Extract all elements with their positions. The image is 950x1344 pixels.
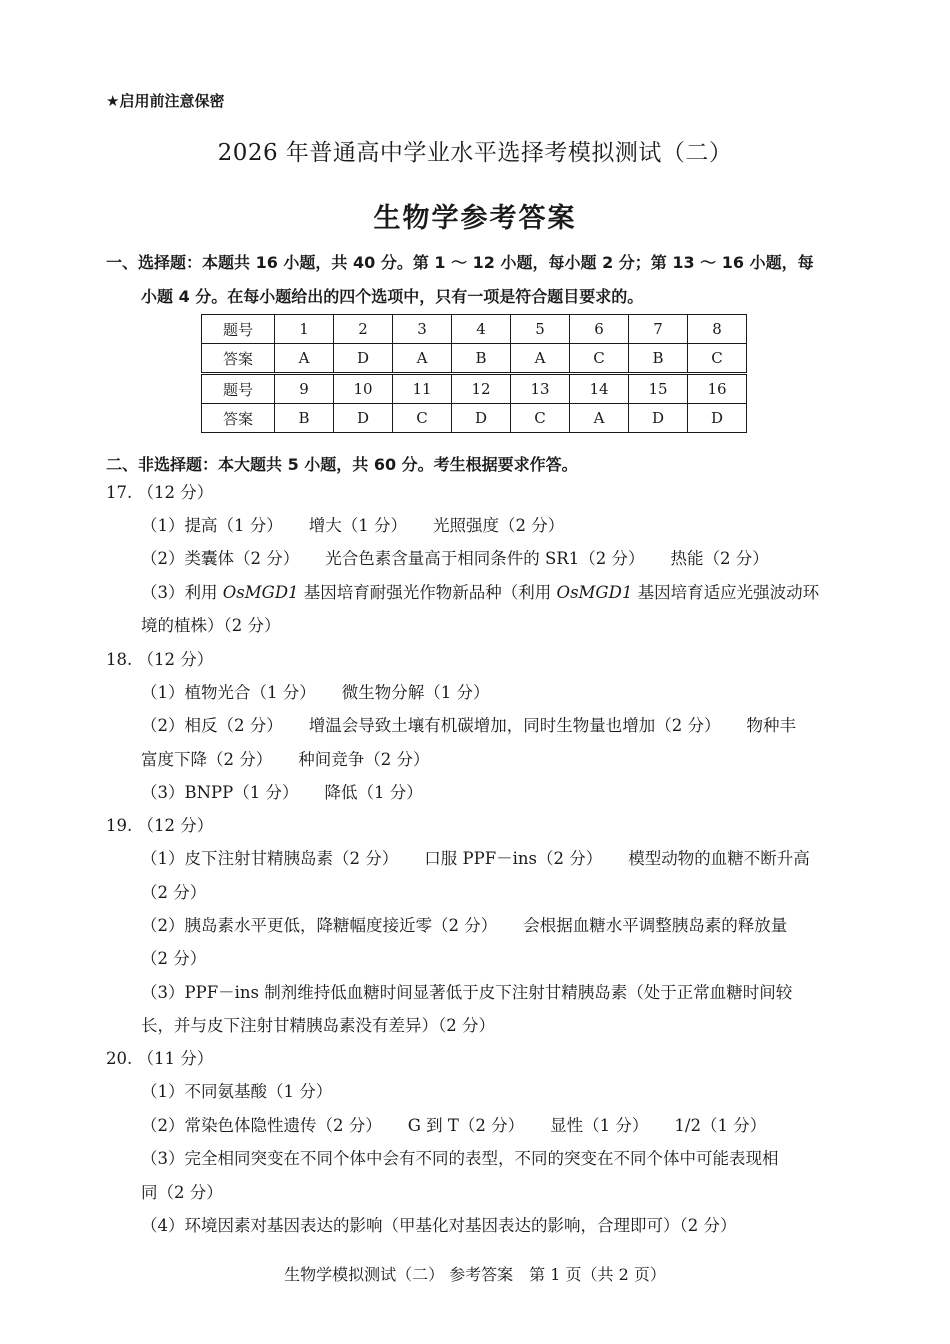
answer-item: 增大（1 分）: [308, 516, 407, 535]
answer-cell: A: [570, 404, 629, 433]
answer-item: 物种丰: [746, 716, 796, 735]
answer-cell: C: [393, 404, 452, 433]
answer-item: （1）皮下注射甘精胰岛素（2 分）: [141, 849, 399, 868]
question-number: 5: [511, 315, 570, 344]
question-number: 9: [275, 374, 334, 404]
answer-cell: D: [688, 404, 747, 433]
exam-title: 2026 年普通高中学业水平选择考模拟测试（二）: [217, 140, 733, 166]
question-number: 8: [688, 315, 747, 344]
q18-part1: [141, 682, 490, 704]
answer-item: （1）提高（1 分）: [141, 516, 283, 535]
answer-item: 1/2（1 分）: [674, 1116, 767, 1135]
q17-part3-line1: [141, 582, 819, 604]
answer-cell: B: [275, 404, 334, 433]
q19-part2-line1: [141, 915, 787, 937]
answer-item: （3）BNPP（1 分）: [141, 783, 299, 802]
question-number: 2: [334, 315, 393, 344]
answer-cell: D: [452, 404, 511, 433]
table-row: [202, 404, 747, 433]
table-row: [202, 344, 747, 374]
table-row: [202, 374, 747, 404]
answer-text: 基因培育适应光强波动环: [632, 583, 820, 602]
table-row: [202, 315, 747, 344]
q20-part1: （1）不同氨基酸（1 分）: [141, 1082, 333, 1101]
question-number: 10: [334, 374, 393, 404]
answer-cell: B: [452, 344, 511, 374]
question-number: 16: [688, 374, 747, 404]
q20-part4: （4）环境因素对基因表达的影响（甲基化对基因表达的影响，合理即可）（2 分）: [141, 1216, 737, 1235]
question-number: 7: [629, 315, 688, 344]
answer-item: G 到 T（2 分）: [407, 1116, 525, 1135]
answer-cell: C: [570, 344, 629, 374]
q17-part1: [141, 515, 564, 537]
answer-cell: D: [334, 404, 393, 433]
question-number: 3: [393, 315, 452, 344]
q20-heading: 20. （11 分）: [106, 1049, 214, 1068]
confidential-notice: ★启用前注意保密: [106, 92, 225, 110]
section2-heading: 二、非选择题：本大题共 5 小题，共 60 分。考生根据要求作答。: [106, 455, 578, 474]
answer-item: （1）植物光合（1 分）: [141, 683, 316, 702]
question-number: 4: [452, 315, 511, 344]
table-row-label: 答案: [202, 344, 275, 374]
q19-heading: 19. （12 分）: [106, 816, 214, 835]
answer-item: 光合色素含量高于相同条件的 SR1（2 分）: [325, 549, 645, 568]
q17-heading: 17. （12 分）: [106, 483, 214, 502]
table-row-label: 题号: [202, 374, 275, 404]
page-footer: 生物学模拟测试（二） 参考答案 第 1 页（共 2 页）: [284, 1265, 666, 1284]
answer-text: （3）利用: [141, 583, 223, 602]
section1-heading-line2: 小题 4 分。在每小题给出的四个选项中，只有一项是符合题目要求的。: [141, 287, 644, 306]
document-title: 生物学参考答案: [373, 203, 577, 234]
answer-item: 增温会导致土壤有机碳增加，同时生物量也增加（2 分）: [308, 716, 721, 735]
answer-item: （2）类囊体（2 分）: [141, 549, 300, 568]
q19-part3-line1: （3）PPF－ins 制剂维持低血糖时间显著低于皮下注射甘精胰岛素（处于正常血糖时间较: [141, 983, 793, 1002]
answer-item: （2）常染色体隐性遗传（2 分）: [141, 1116, 382, 1135]
answer-item: 口服 PPF－ins（2 分）: [424, 849, 603, 868]
q20-part3-line1: （3）完全相同突变在不同个体中会有不同的表型，不同的突变在不同个体中可能表现相: [141, 1149, 779, 1168]
answer-item: （2）相反（2 分）: [141, 716, 283, 735]
answer-item: 富度下降（2 分）: [141, 750, 273, 769]
question-number: 12: [452, 374, 511, 404]
gene-name: OsMGD1: [222, 583, 299, 602]
answer-item: 显性（1 分）: [550, 1116, 649, 1135]
answer-item: 种间竞争（2 分）: [298, 750, 430, 769]
q18-part2-line1: [141, 715, 796, 737]
question-number: 14: [570, 374, 629, 404]
question-number: 13: [511, 374, 570, 404]
gene-name: OsMGD1: [556, 583, 633, 602]
q20-part2: [141, 1115, 766, 1137]
q17-part2: [141, 548, 769, 570]
section1-heading-line1: 一、选择题：本题共 16 小题，共 40 分。第 1 ～ 12 小题，每小题 2 分；第 13 ～ 16 小题，每: [106, 253, 814, 272]
table-row-label: 答案: [202, 404, 275, 433]
answer-item: 模型动物的血糖不断升高: [628, 849, 810, 868]
question-number: 6: [570, 315, 629, 344]
q18-heading: 18. （12 分）: [106, 650, 214, 669]
answer-cell: C: [688, 344, 747, 374]
answer-cell: D: [334, 344, 393, 374]
answer-table: [201, 314, 747, 433]
question-number: 1: [275, 315, 334, 344]
answer-item: 热能（2 分）: [670, 549, 769, 568]
answer-item: 会根据血糖水平调整胰岛素的释放量: [523, 916, 788, 935]
answer-cell: A: [511, 344, 570, 374]
q19-part1-line2: （2 分）: [141, 883, 207, 902]
question-number: 15: [629, 374, 688, 404]
answer-cell: B: [629, 344, 688, 374]
answer-item: 光照强度（2 分）: [433, 516, 565, 535]
q19-part3-line2: 长，并与皮下注射甘精胰岛素没有差异）（2 分）: [141, 1016, 495, 1035]
answer-cell: D: [629, 404, 688, 433]
question-number: 11: [393, 374, 452, 404]
answer-cell: A: [393, 344, 452, 374]
answer-cell: A: [275, 344, 334, 374]
answer-item: 降低（1 分）: [324, 783, 423, 802]
answer-text: 基因培育耐强光作物新品种（利用: [298, 583, 557, 602]
answer-item: 微生物分解（1 分）: [341, 683, 490, 702]
q18-part3: [141, 782, 423, 804]
q19-part1-line1: [141, 848, 810, 870]
answer-item: （2）胰岛素水平更低，降糖幅度接近零（2 分）: [141, 916, 498, 935]
q17-part3-line2: 境的植株）（2 分）: [141, 616, 281, 635]
q18-part2-line2: [141, 749, 430, 771]
answer-cell: C: [511, 404, 570, 433]
table-row-label: 题号: [202, 315, 275, 344]
q19-part2-line2: （2 分）: [141, 949, 207, 968]
q20-part3-line2: 同（2 分）: [141, 1183, 223, 1202]
